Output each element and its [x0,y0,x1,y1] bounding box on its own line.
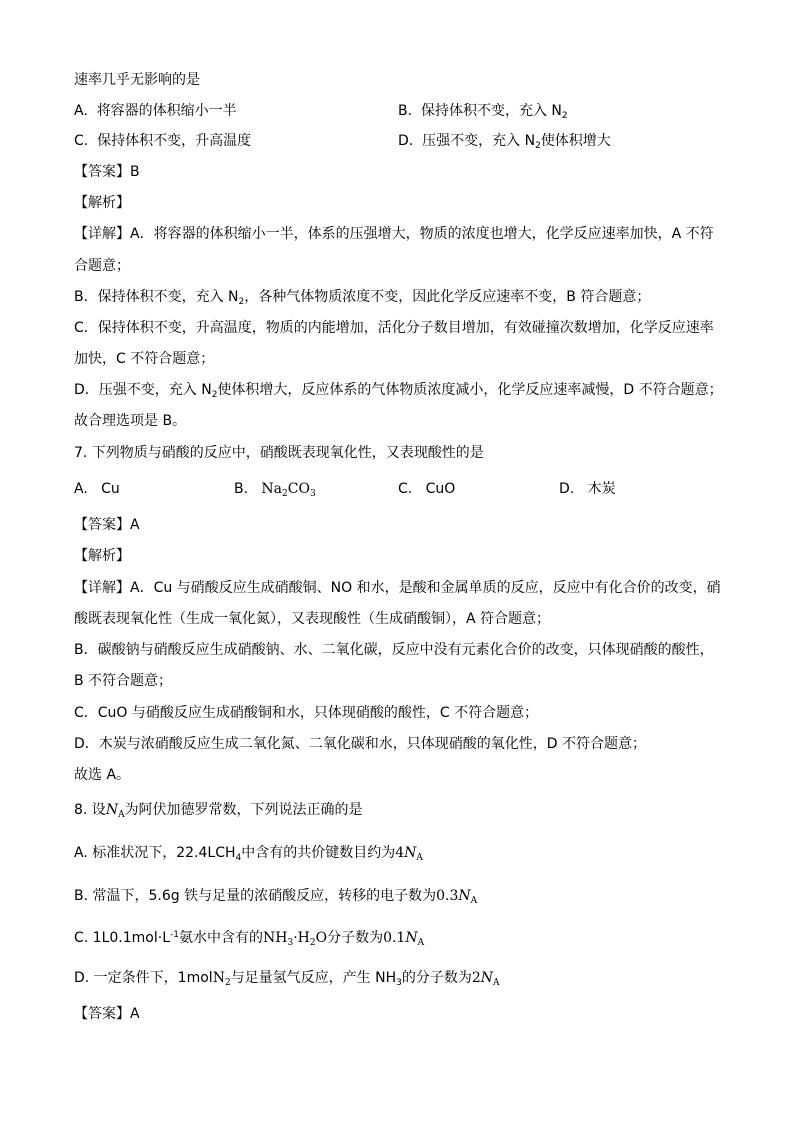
option-text: 保持体积不变，充入 N [420,103,562,119]
option-letter: C. [398,481,413,497]
q8-stem [74,800,363,820]
option-letter: A. [74,103,88,119]
option-text: 使体积增大 [540,133,611,149]
q7-option-c [398,479,455,499]
q8-option-a [74,843,423,863]
q6-stem-tail: 速率几乎无影响的是 [74,72,200,88]
option-text: C. 1L0.1mol·L [74,930,170,946]
stem-text: 为阿伏加德罗常数，下列说法正确的是 [124,802,363,818]
q8-option-b [74,886,477,906]
q6-answer [74,162,140,182]
q7-stem: 7. 下列物质与硝酸的反应中，硝酸既表现氧化性，又表现酸性的是 [74,445,484,461]
stem-text: 8. 设 [74,802,106,818]
option-letter: B. [398,103,413,119]
subscript: 4 [235,853,242,863]
q7-detail-line-4: B 不符合题意； [74,673,173,689]
formula: 2 [471,970,481,986]
subscript: 2 [309,938,316,948]
q7-analysis-label: 【解析】 [74,548,130,564]
option-text: 的分子数为 [401,970,472,986]
formula: 4 [395,845,405,861]
q7-detail-line-3: B．碳酸钠与硝酸反应生成硝酸钠、水、二氧化碳，反应中没有元素化合价的改变，只体现硝酸的酸性， [74,642,714,658]
answer-value: A [130,517,140,533]
option-letter: D. [398,133,414,149]
detail-label: 【详解】 [74,226,130,242]
answer-label: 【答案】 [74,1006,130,1022]
detail-text: A．将容器的体积缩小一半，体系的压强增大，物质的浓度也增大，化学反应速率加快，A 不符 [130,226,714,242]
q6-option-b [398,101,568,121]
subscript: A [470,896,478,906]
subscript: A [416,853,423,863]
q7-detail-line-7: 故选 A。 [74,767,131,783]
superscript: -1 [170,930,179,940]
option-text: CuO [425,481,456,497]
subscript: A [417,938,425,948]
q6-detail-c-1: C．保持体积不变，升高温度，物质的内能增加，活化分子数目增加，有效碰撞次数增加，化学反应速率 [74,320,714,336]
option-text: 压强不变，充入 N [422,133,536,149]
detail-text: ，各种气体物质浓度不变，因此化学反应速率不变，B 符合题意； [244,289,651,305]
formula: N [105,802,119,818]
formula: CO [287,481,310,497]
formula: N [480,970,494,986]
formula: H [297,930,310,946]
subscript: 3 [287,938,294,948]
q6-detail-line-2: 合题意； [74,258,130,274]
subscript: 2 [211,390,218,400]
option-text: 保持体积不变，升高温度 [97,133,252,149]
q7-answer [74,515,140,535]
detail-text: D．压强不变，充入 N [74,382,212,398]
q7-detail-line-2: 酸既表现氧化性（生成一氧化氮），又表现酸性（生成硝酸铜），A 符合题意； [74,611,551,627]
q8-option-c [74,928,424,948]
q7-option-a [74,479,120,499]
q6-analysis-label: 【解析】 [74,195,130,211]
option-text: 将容器的体积缩小一半 [96,103,237,119]
q6-detail-line-1 [74,224,714,244]
subscript: 2 [224,978,231,988]
q6-detail-d [74,380,723,400]
option-letter: B. [234,481,249,497]
answer-label: 【答案】 [74,164,130,180]
subscript: A [493,978,500,988]
detail-text: B．保持体积不变，充入 N [74,289,239,305]
option-letter: C. [74,133,89,149]
q6-detail-b [74,287,650,307]
detail-text: 使体积增大，反应体系的气体物质浓度减小，化学反应速率减慢，D 不符合题意； [217,382,723,398]
formula: NH [262,930,288,946]
answer-label: 【答案】 [74,517,130,533]
subscript: 2 [238,297,245,307]
q6-option-a [74,101,237,121]
formula: 0.3 [436,888,459,904]
q7-option-b [234,479,316,499]
answer-value: A [130,1006,140,1022]
formula: Na [261,481,283,497]
q6-option-d [398,131,611,151]
option-text: 木炭 [587,481,616,497]
q7-detail-line-6: D．木炭与浓硝酸反应生成二氧化氮、二氧化碳和水，只体现硝酸的氧化性，D 不符合题意； [74,736,647,752]
subscript: 3 [396,978,402,988]
q6-detail-c-2: 加快，C 不符合题意； [74,351,215,367]
formula: N [458,888,471,904]
q6-option-c [74,131,251,151]
option-text: B. 常温下，5.6g 铁与足量的浓硝酸反应，转移的电子数为 [74,888,437,904]
subscript: 2 [282,489,288,499]
formula: N [404,845,417,861]
formula: · [293,930,298,946]
q6-conclusion: 故合理选项是 B。 [74,413,187,429]
detail-label: 【详解】 [74,580,130,596]
subscript: A [118,810,125,820]
option-letter: A. [74,481,88,497]
option-text: A. 标准状况下，22.4LCH [74,845,236,861]
subscript: 2 [561,111,568,121]
subscript: 3 [309,489,316,499]
option-text: 与足量氢气反应，产生 NH [230,970,397,986]
answer-value: B [130,164,140,180]
formula: N [212,970,225,986]
option-letter: D. [559,481,575,497]
option-text: D. 一定条件下，1mol [74,970,213,986]
subscript: 2 [535,141,541,151]
q8-answer [74,1004,140,1024]
option-text: 分子数为 [327,930,384,946]
formula: 0.1 [383,930,406,946]
option-text: 氨水中含有的 [178,930,263,946]
formula: O [315,930,328,946]
q7-detail-line-1 [74,578,721,598]
formula: N [405,930,418,946]
q7-detail-line-5: C．CuO 与硝酸反应生成硝酸铜和水，只体现硝酸的酸性，C 不符合题意； [74,705,539,721]
q7-option-d [559,479,616,499]
option-text: Cu [101,481,120,497]
detail-text: A．Cu 与硝酸反应生成硝酸铜、NO 和水，是酸和金属单质的反应，反应中有化合价的改变，硝 [130,580,721,596]
q8-option-d [74,968,500,988]
option-text: 中含有的共价键数目约为 [241,845,396,861]
